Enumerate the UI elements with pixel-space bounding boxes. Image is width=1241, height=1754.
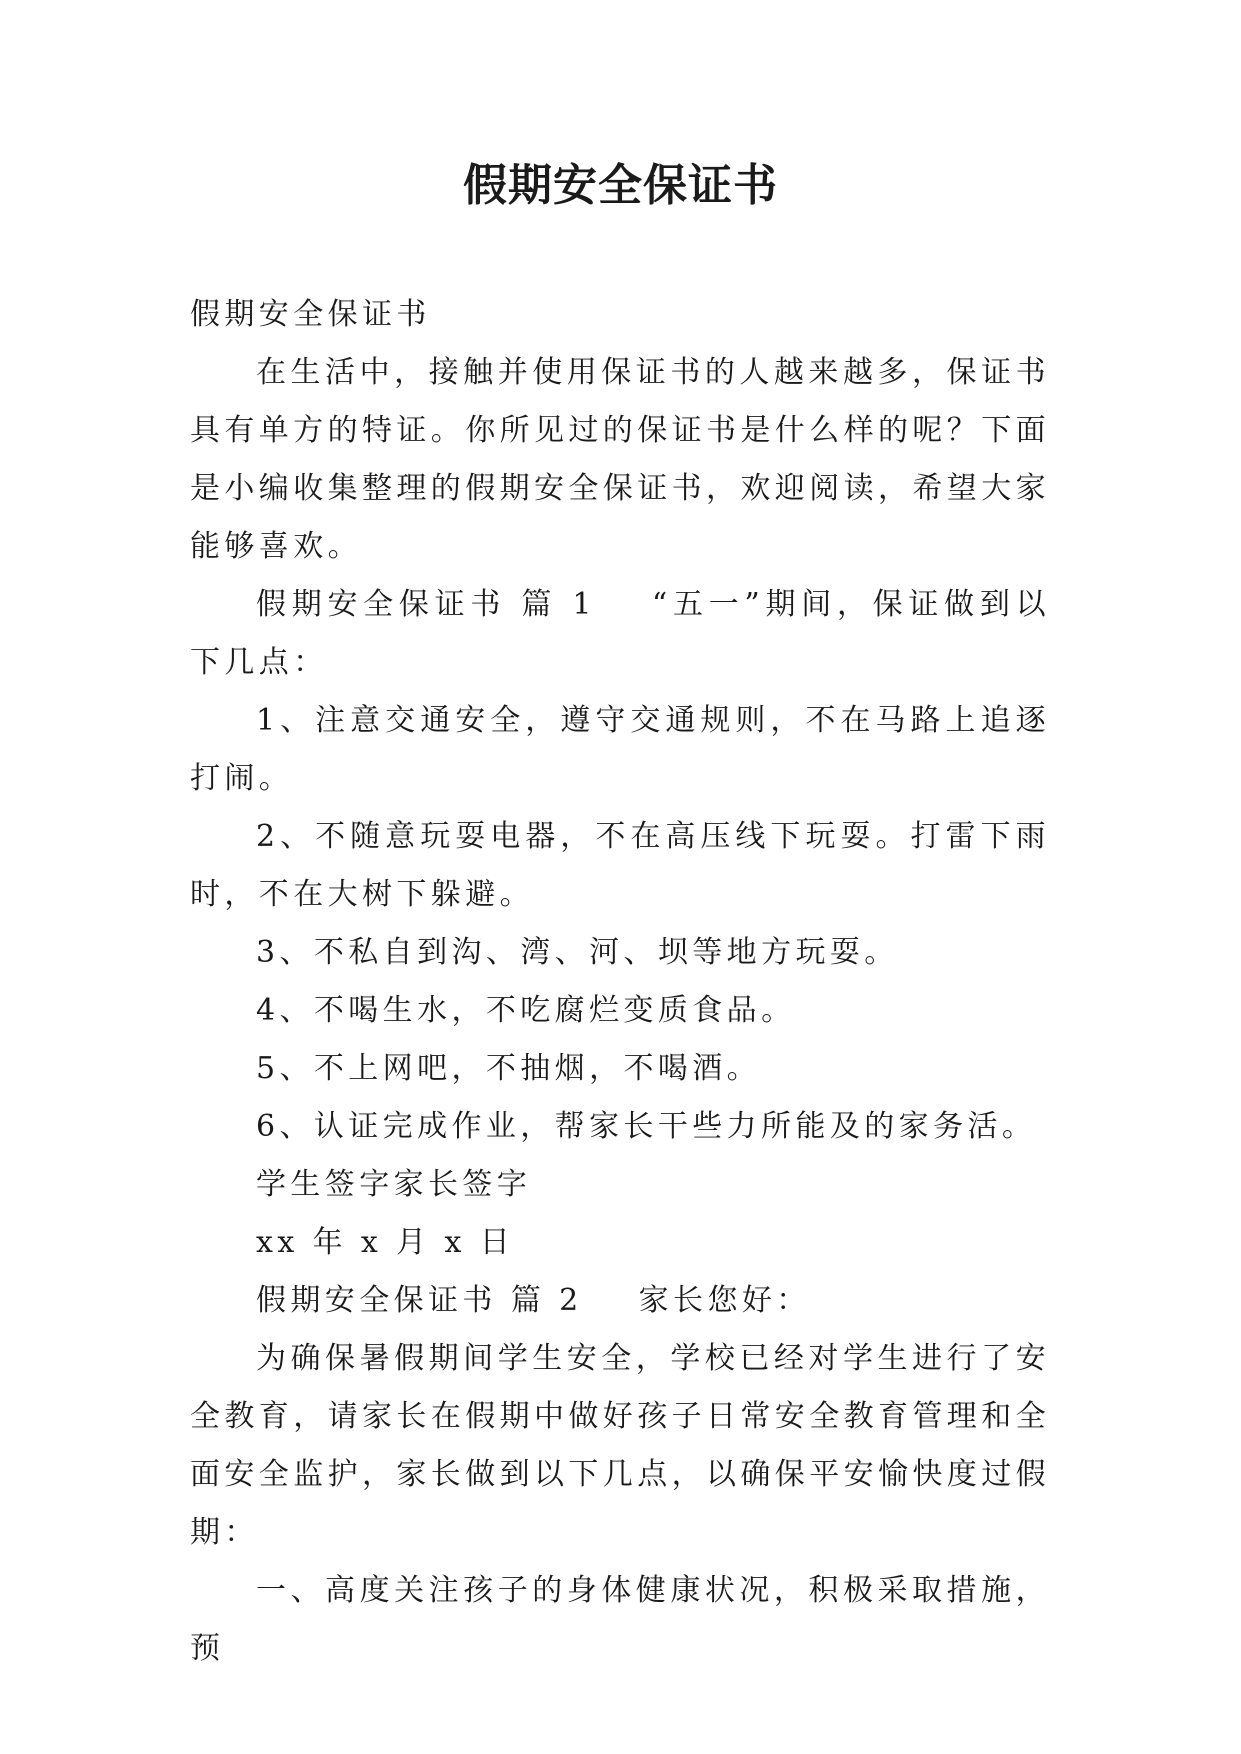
section1-number: 篇 1 <box>520 587 596 622</box>
section2-label: 假期安全保证书 <box>256 1283 497 1318</box>
section2-paragraph-2: 一、高度关注孩子的身体健康状况，积极采取措施，预 <box>190 1573 1050 1666</box>
document-heading: 假期安全保证书 <box>190 297 431 332</box>
section1-text: “五一”期间，保证做到以下几点： <box>190 587 1050 680</box>
section1-header <box>190 576 1050 692</box>
section2-paragraph-1: 为确保暑假期间学生安全，学校已经对学生进行了安全教育，请家长在假期中做好孩子日常安全教育管理和全面安全监护，家长做到以下几点，以确保平安愉快度过假期： <box>190 1341 1050 1550</box>
section2-number: 篇 2 <box>510 1283 583 1318</box>
signature-line: 学生签字家长签字 <box>256 1167 532 1202</box>
list-item-6: 6、认证完成作业，帮家长干些力所能及的家务活。 <box>256 1109 1037 1144</box>
list-item-4: 4、不喝生水，不吃腐烂变质食品。 <box>256 993 796 1028</box>
date-line: xx 年 x 月 x 日 <box>256 1225 515 1260</box>
document-title: 假期安全保证书 <box>463 160 778 211</box>
list-item-3: 3、不私自到沟、湾、河、坝等地方玩耍。 <box>256 935 899 970</box>
list-item-2: 2、不随意玩耍电器，不在高压线下玩耍。打雷下雨时，不在大树下躲避。 <box>190 819 1050 912</box>
section2-header <box>190 1272 1050 1330</box>
document-body <box>190 286 1050 1678</box>
section1-label: 假期安全保证书 <box>256 587 507 622</box>
intro-paragraph: 在生活中，接触并使用保证书的人越来越多，保证书具有单方的特证。你所见过的保证书是什么样的呢？下面是小编收集整理的假期安全保证书，欢迎阅读，希望大家能够喜欢。 <box>190 355 1050 564</box>
section2-greeting: 家长您好： <box>638 1283 811 1318</box>
list-item-5: 5、不上网吧，不抽烟，不喝酒。 <box>256 1051 762 1086</box>
list-item-1: 1、注意交通安全，遵守交通规则，不在马路上追逐打闹。 <box>190 703 1050 796</box>
